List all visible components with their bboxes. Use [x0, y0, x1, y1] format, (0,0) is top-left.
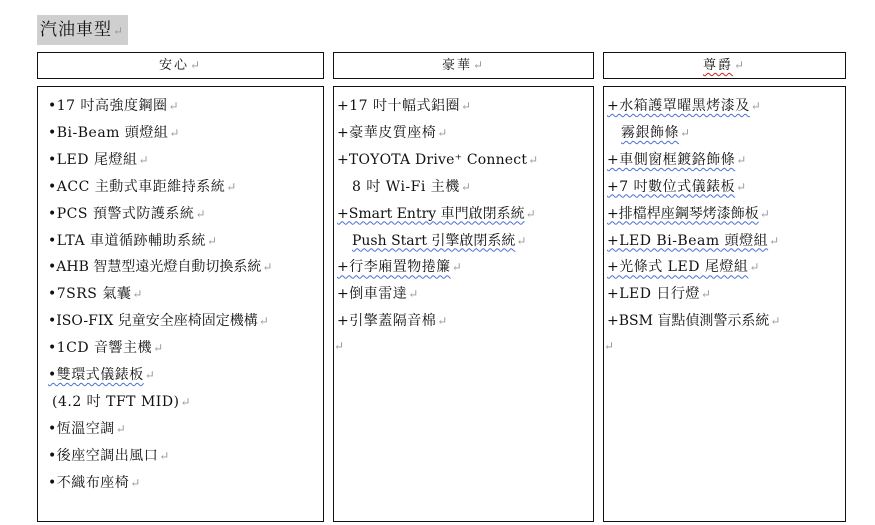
list-item: +17 吋十幅式鋁圈↵: [337, 98, 472, 114]
header-anxin-label: 安心: [158, 58, 189, 73]
list-item: 霧銀飾條↵: [621, 124, 691, 141]
feature-column-anxin: [37, 86, 324, 522]
list-item: •AHB 智慧型遠光燈自動切換系統↵: [48, 259, 273, 276]
list-item: +LED Bi-Beam 頭燈組↵: [607, 232, 780, 249]
list-item: •LED 尾燈組↵: [48, 151, 150, 168]
list-item: +TOYOTA Drive⁺ Connect↵: [337, 151, 539, 168]
list-item: •恆溫空調↵: [48, 420, 127, 437]
list-item: •雙環式儀錶板↵: [48, 367, 156, 384]
list-item: •LTA 車道循跡輔助系統↵: [48, 232, 218, 249]
list-item: +水箱護罩曜黑烤漆及↵: [607, 98, 762, 114]
feature-column-zunjue: [603, 86, 846, 522]
list-item: +光條式 LED 尾燈組↵: [607, 259, 760, 276]
header-haohua-label: 豪華: [441, 58, 472, 73]
list-item: Push Start 引擎啟閉系統↵: [352, 232, 527, 249]
list-item: •不織布座椅↵: [48, 474, 141, 491]
list-item: +倒車雷達↵: [337, 286, 419, 303]
list-item: +車側窗框鍍鉻飾條↵: [607, 151, 747, 168]
list-item: •7SRS 氣囊↵: [48, 286, 143, 303]
header-haohua: [333, 52, 594, 79]
list-item: •Bi-Beam 頭燈組↵: [48, 124, 180, 141]
empty-paragraph-mark: ↵: [604, 339, 615, 354]
list-item: +引擎蓋隔音棉↵: [337, 313, 448, 330]
feature-column-haohua: [333, 86, 594, 522]
header-anxin: [37, 52, 324, 79]
paragraph-mark-icon: ↵: [113, 24, 125, 38]
list-item: +行李廂置物捲簾↵: [337, 259, 463, 276]
list-item: •1CD 音響主機↵: [48, 340, 164, 357]
list-item: +豪華皮質座椅↵: [337, 124, 448, 141]
header-zunjue: [603, 52, 846, 79]
list-item: •PCS 預警式防護系統↵: [48, 205, 206, 222]
empty-paragraph-mark: ↵: [334, 339, 345, 354]
paragraph-mark-icon: ↵: [733, 58, 747, 72]
paragraph-mark-icon: ↵: [472, 58, 486, 72]
list-item: •後座空調出風口↵: [48, 447, 170, 464]
list-item: •17 吋高強度鋼圈↵: [48, 98, 180, 114]
list-item: (4.2 吋 TFT MID)↵: [52, 393, 192, 410]
list-item: •ISO-FIX 兒童安全座椅固定機構↵: [48, 313, 269, 330]
page-title-text: 汽油車型: [40, 20, 112, 40]
list-item: +BSM 盲點偵測警示系統↵: [607, 313, 781, 330]
list-item: +排檔桿座鋼琴烤漆飾板↵: [607, 205, 770, 222]
header-zunjue-label: 尊爵: [702, 58, 733, 73]
paragraph-mark-icon: ↵: [189, 58, 203, 72]
list-item: +LED 日行燈↵: [607, 286, 712, 303]
page-title: [37, 15, 128, 45]
list-item: +Smart Entry 車門啟閉系統↵: [337, 205, 536, 222]
list-item: •ACC 主動式車距維持系統↵: [48, 178, 237, 195]
list-item: 8 吋 Wi-Fi 主機↵: [352, 178, 472, 195]
list-item: +7 吋數位式儀錶板↵: [607, 178, 747, 195]
